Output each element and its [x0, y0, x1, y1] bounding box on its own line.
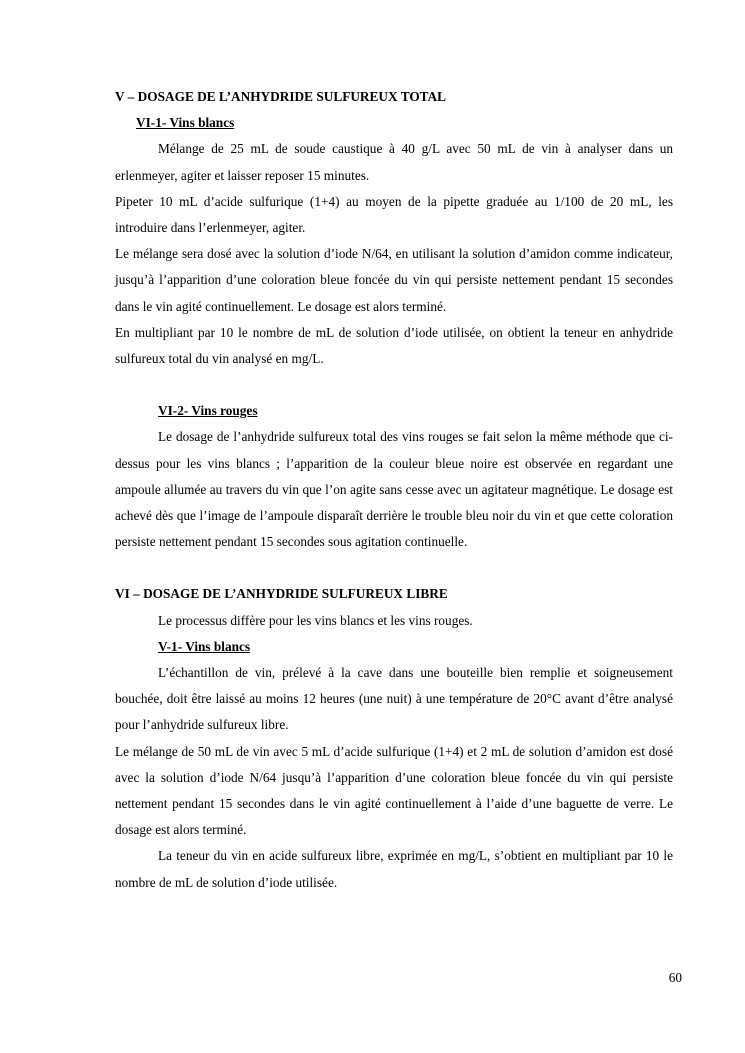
page-number: 60: [668, 970, 682, 985]
section-v-1-paragraph-1: Mélange de 25 mL de soude caustique à 40 g/L avec 50 mL de vin à analyser dans un erlenmeyer, agiter et laisser reposer 15 minutes.: [115, 141, 673, 183]
section-v-1-title: VI-1- Vins blancs: [136, 115, 235, 131]
document-page: [115, 84, 673, 896]
section-v-2-title: VI-2- Vins rouges: [158, 403, 258, 419]
section-vi-1-paragraph-1: L’échantillon de vin, prélevé à la cave dans une bouteille bien remplie et soigneusement bouchée, doit être laissé au moins 12 heures (une nuit) à une température de 20°C avant d’être analysé pour l’anhydride sulfureux libre.: [115, 665, 673, 733]
section-vi-intro: Le processus diffère pour les vins blancs et les vins rouges.: [158, 612, 473, 628]
section-vi-1-paragraph-3: La teneur du vin en acide sulfureux libre, exprimée en mg/L, s’obtient en multipliant par 10 le nombre de mL de solution d’iode utilisée.: [115, 848, 673, 890]
section-vi-heading: VI – DOSAGE DE L’ANHYDRIDE SULFUREUX LIBRE: [115, 586, 448, 602]
section-vi-1-title: V-1- Vins blancs: [158, 638, 251, 654]
section-vi-1-paragraph-2: Le mélange de 50 mL de vin avec 5 mL d’acide sulfurique (1+4) et 2 mL de solution d’amidon est dosé avec la solution d’iode N/64 jusqu’à l’apparition d’une coloration bleue foncée du vin qui persiste nettement pendant 15 secondes dans le vin agité continuellement à l’aide d’une baguette de verre. Le dosage est alors terminé.: [115, 743, 673, 838]
spacer: [115, 372, 673, 398]
section-v-1-paragraph-2: Pipeter 10 mL d’acide sulfurique (1+4) au moyen de la pipette graduée au 1/100 de 20 mL, les introduire dans l’erlenmeyer, agiter.: [115, 193, 673, 236]
section-v-1-paragraph-3: Le mélange sera dosé avec la solution d’iode N/64, en utilisant la solution d’amidon comme indicateur, jusqu’à l’apparition d’une coloration bleue foncée du vin qui persiste nettement pendant 15 secondes dans le vin agité continuellement. Le dosage est alors terminé.: [115, 246, 673, 314]
section-v-1-paragraph-4: En multipliant par 10 le nombre de mL de solution d’iode utilisée, on obtient la teneur en anhydride sulfureux total du vin analysé en mg/L.: [115, 324, 673, 367]
section-v-2-paragraph-1: Le dosage de l’anhydride sulfureux total des vins rouges se fait selon la même méthode que ci-dessus pour les vins blancs ; l’apparition de la couleur bleue noire est observée en regardant une ampoule allumée au travers du vin que l’on agite sans cesse avec un agitateur magnétique. Le dosage est achevé dès que l’image de l’ampoule disparaît derrière le trouble bleu noir du vin et que cette coloration persiste nettement pendant 15 secondes sous agitation continuelle.: [115, 429, 673, 550]
section-v-heading: V – DOSAGE DE L’ANHYDRIDE SULFUREUX TOTAL: [115, 89, 447, 104]
spacer: [115, 555, 673, 581]
